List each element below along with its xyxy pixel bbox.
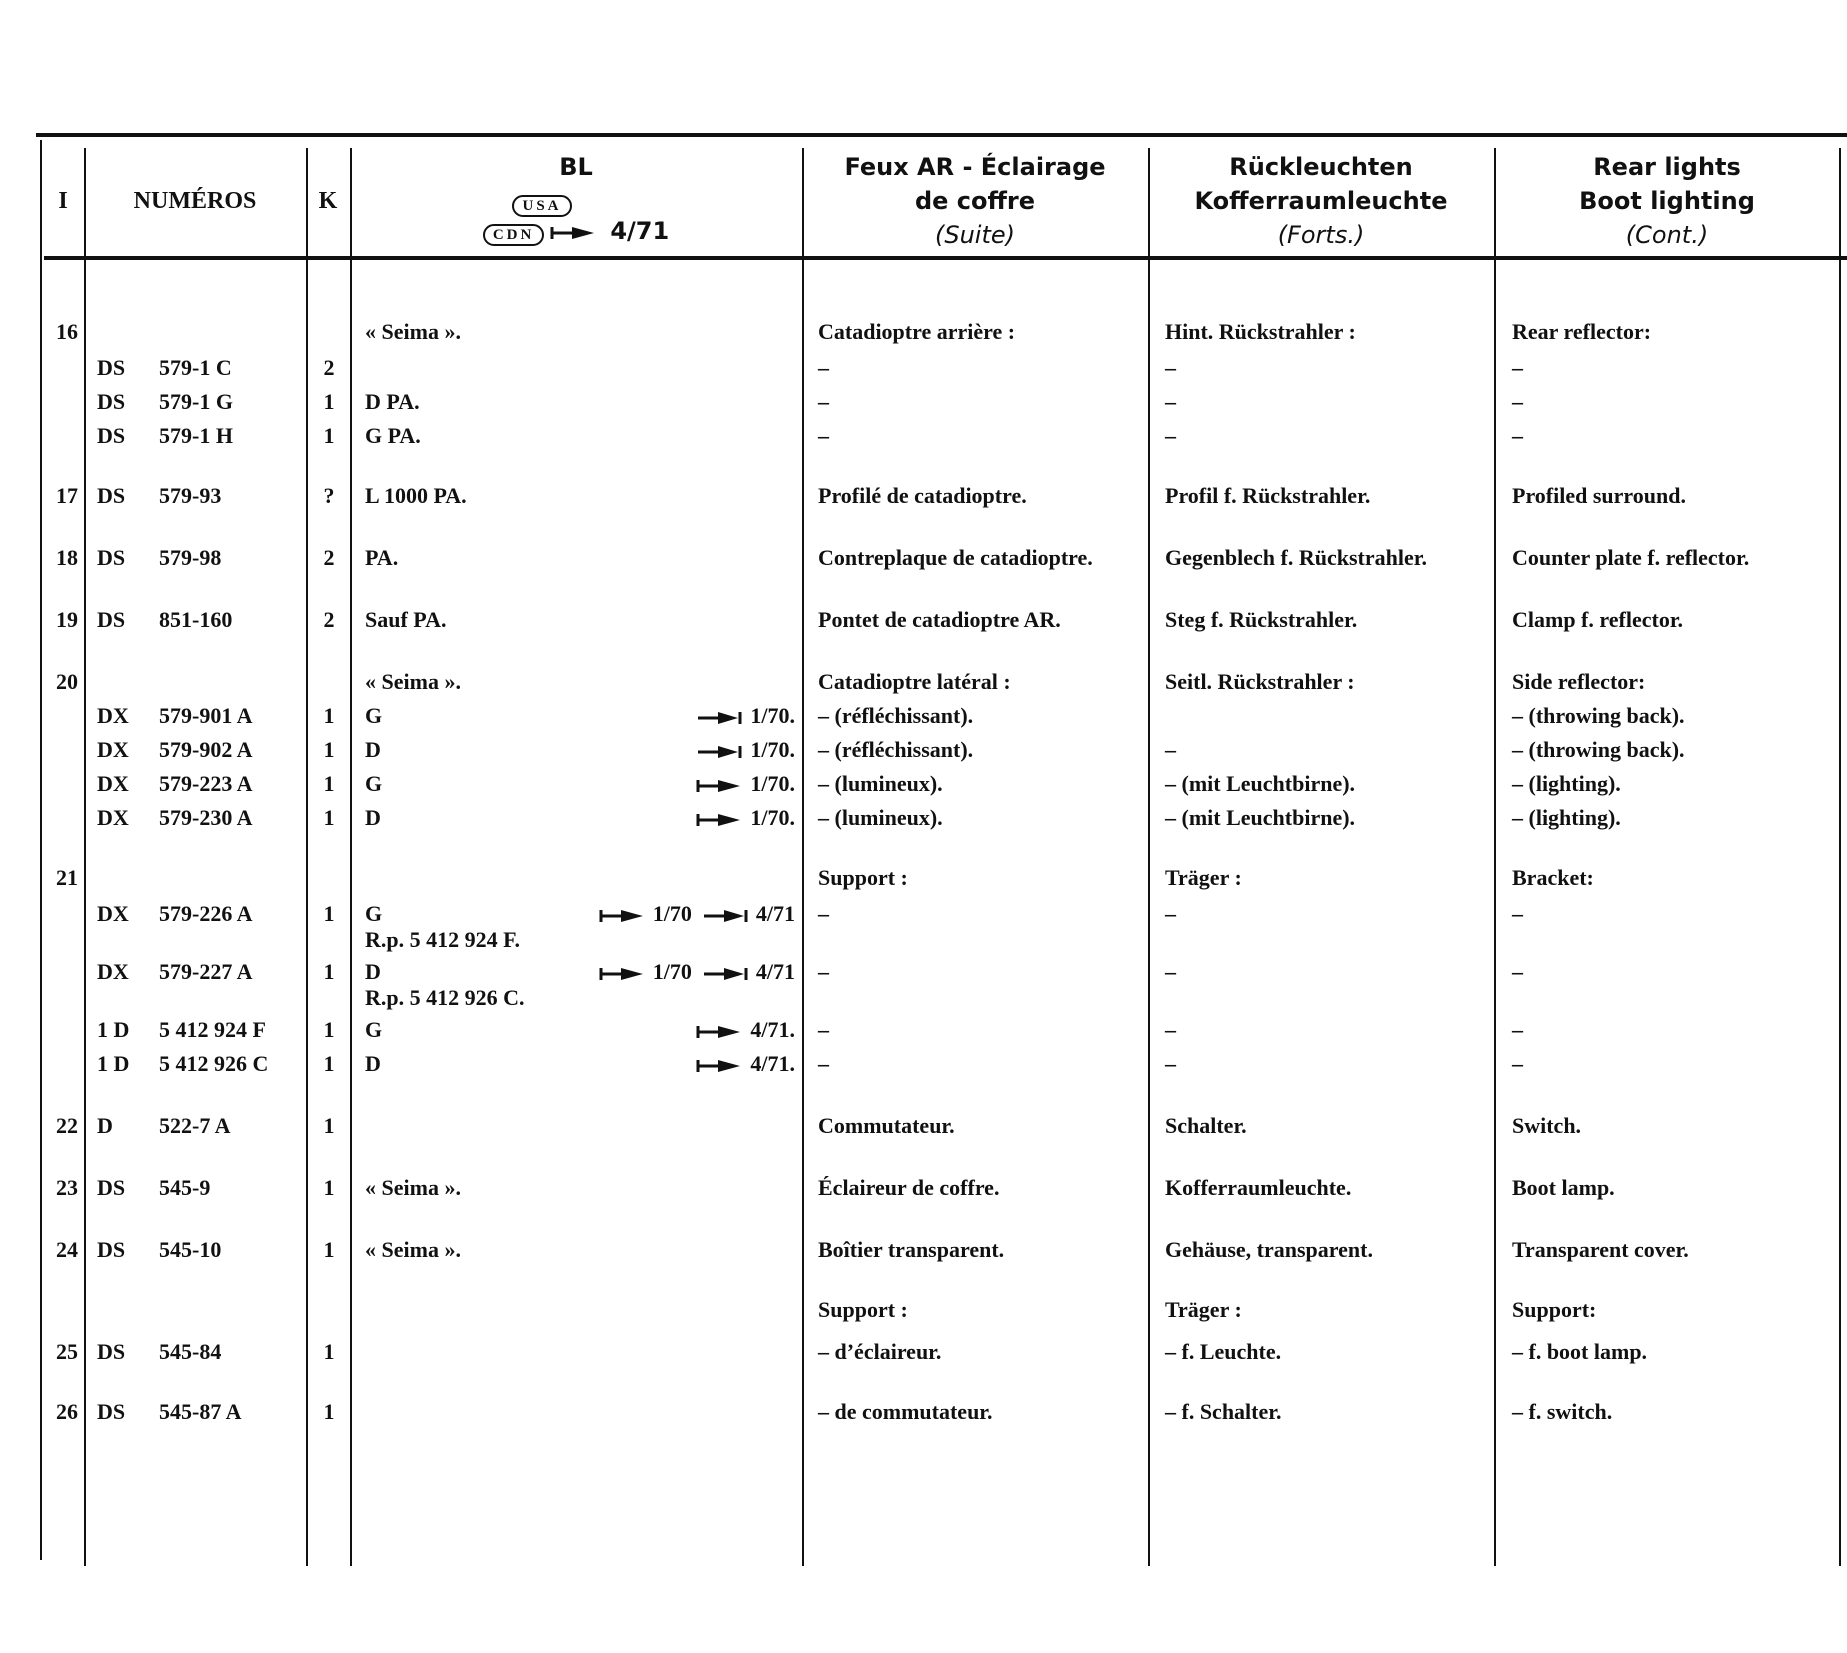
part-number: 579-226 A <box>159 901 253 926</box>
part-number: 579-98 <box>159 545 222 570</box>
validity-date <box>560 1018 795 1042</box>
header-cdn-line <box>352 214 800 249</box>
description-en: – <box>1512 959 1523 984</box>
description-fr: – (lumineux). <box>818 771 943 796</box>
quantity: 1 <box>323 1175 335 1200</box>
bl-remark: L 1000 PA. <box>365 483 467 508</box>
header-en-line1: Rear lights <box>1593 153 1741 181</box>
item-index: 22 <box>56 1113 78 1138</box>
part-number: 545-84 <box>159 1339 222 1364</box>
part-prefix: D <box>97 1113 113 1138</box>
description-fr: – <box>818 1017 829 1042</box>
description-de: – (mit Leuchtbirne). <box>1165 771 1356 796</box>
validity-date <box>560 1052 795 1076</box>
description-fr: Support : <box>818 865 908 890</box>
bl-remark: D PA. <box>365 389 420 414</box>
from-date-arrow-icon <box>599 966 645 982</box>
bl-remark: PA. <box>365 545 399 570</box>
column-divider <box>802 148 804 1566</box>
description-de: Kofferraumleuchte. <box>1165 1175 1352 1200</box>
part-prefix: DX <box>97 703 129 728</box>
item-index: 25 <box>56 1339 78 1364</box>
bl-remark: D <box>365 805 381 830</box>
part-prefix: DS <box>97 1237 126 1262</box>
description-fr: – <box>818 389 829 414</box>
description-en: – <box>1512 355 1523 380</box>
date-value: 1/70. <box>750 703 795 728</box>
header-en-note: (Cont.) <box>1625 221 1709 249</box>
part-number: 579-1 C <box>159 355 232 380</box>
description-de: – <box>1165 1051 1176 1076</box>
description-de: Profil f. Rückstrahler. <box>1165 483 1371 508</box>
description-de: – (mit Leuchtbirne). <box>1165 805 1356 830</box>
part-prefix: DX <box>97 805 129 830</box>
header-fr-line2: de coffre <box>914 187 1036 215</box>
bl-remark: Sauf PA. <box>365 607 447 632</box>
bl-remark-replacement: R.p. 5 412 924 F. <box>365 927 521 952</box>
top-rule <box>36 133 1847 137</box>
part-number: 545-87 A <box>159 1399 242 1424</box>
description-de: Gegenblech f. Rückstrahler. <box>1165 545 1427 570</box>
part-prefix: DS <box>97 1399 126 1424</box>
column-divider <box>84 148 86 1566</box>
description-de: – f. Schalter. <box>1165 1399 1282 1424</box>
validity-date <box>560 738 795 762</box>
part-number: 579-227 A <box>159 959 253 984</box>
date-value: 1/70. <box>750 737 795 762</box>
quantity: 2 <box>323 355 335 380</box>
from-date-arrow-icon <box>696 1058 742 1074</box>
item-index: 18 <box>56 545 78 570</box>
quantity: 1 <box>323 771 335 796</box>
description-fr: Contreplaque de catadioptre. <box>818 545 1093 570</box>
date-value: 4/71 <box>755 901 795 926</box>
bl-remark: « Seima ». <box>365 669 461 694</box>
description-en: Profiled surround. <box>1512 483 1686 508</box>
from-date-arrow-icon <box>696 778 742 794</box>
part-prefix: DS <box>97 545 126 570</box>
header-col-numeros: NUMÉROS <box>133 188 257 214</box>
header-de-note: (Forts.) <box>1277 221 1365 249</box>
description-en: – <box>1512 389 1523 414</box>
description-en: Clamp f. reflector. <box>1512 607 1684 632</box>
part-prefix: DS <box>97 389 126 414</box>
description-de: – <box>1165 389 1176 414</box>
header-fr-line3 <box>804 218 1146 253</box>
description-en: Switch. <box>1512 1113 1582 1138</box>
usa-badge: USA <box>512 195 571 217</box>
part-number: 545-9 <box>159 1175 211 1200</box>
item-index: 24 <box>56 1237 78 1262</box>
part-number: 579-93 <box>159 483 222 508</box>
description-de: Seitl. Rückstrahler : <box>1165 669 1355 694</box>
bl-remark: D <box>365 1051 381 1076</box>
part-prefix: DS <box>97 355 126 380</box>
quantity: 1 <box>323 1339 335 1364</box>
description-en: Counter plate f. reflector. <box>1512 545 1750 570</box>
column-divider <box>306 148 308 1566</box>
validity-date <box>560 902 795 926</box>
part-number: 545-10 <box>159 1237 222 1262</box>
part-number: 579-1 H <box>159 423 233 448</box>
description-fr: Profilé de catadioptre. <box>818 483 1027 508</box>
date-value: 4/71. <box>750 1051 795 1076</box>
date-value: 1/70. <box>750 771 795 796</box>
part-prefix: 1 D <box>97 1051 130 1076</box>
part-number: 5 412 926 C <box>159 1051 269 1076</box>
description-en: – f. switch. <box>1512 1399 1613 1424</box>
description-en: Side reflector: <box>1512 669 1646 694</box>
header-bl-title: BL <box>559 153 593 181</box>
quantity: 2 <box>323 545 335 570</box>
bl-remark-replacement: R.p. 5 412 926 C. <box>365 985 525 1010</box>
bl-remark: G <box>365 771 383 796</box>
description-fr: – d’éclaireur. <box>818 1339 942 1364</box>
description-fr: Catadioptre latéral : <box>818 669 1011 694</box>
description-en: Boot lamp. <box>1512 1175 1615 1200</box>
column-divider <box>1148 148 1150 1566</box>
description-fr: – (lumineux). <box>818 805 943 830</box>
from-date-arrow-icon <box>696 812 742 828</box>
bl-remark: G <box>365 1017 383 1042</box>
header-de-line1: Rückleuchten <box>1229 153 1413 181</box>
until-date-arrow-icon <box>696 744 742 760</box>
part-prefix: DX <box>97 959 129 984</box>
description-en: – <box>1512 1017 1523 1042</box>
cdn-badge: CDN <box>483 224 545 246</box>
description-en: – <box>1512 1051 1523 1076</box>
quantity: 1 <box>323 1237 335 1262</box>
description-de: Gehäuse, transparent. <box>1165 1237 1373 1262</box>
description-en: Rear reflector: <box>1512 319 1652 344</box>
from-date-arrow-icon <box>696 1024 742 1040</box>
bl-remark: G PA. <box>365 423 421 448</box>
description-de: – <box>1165 355 1176 380</box>
description-de: – <box>1165 737 1176 762</box>
from-date-arrow-icon <box>550 225 596 241</box>
description-fr: – de commutateur. <box>818 1399 993 1424</box>
validity-date <box>560 806 795 830</box>
part-prefix: DS <box>97 1339 126 1364</box>
part-number: 579-902 A <box>159 737 253 762</box>
header-en-line3 <box>1496 218 1838 253</box>
item-index: 19 <box>56 607 78 632</box>
date-value: 1/70. <box>750 805 795 830</box>
quantity: 1 <box>323 1017 335 1042</box>
description-fr: – <box>818 901 829 926</box>
quantity: 1 <box>323 737 335 762</box>
date-from: 1/70 <box>652 959 692 984</box>
description-de: Schalter. <box>1165 1113 1247 1138</box>
quantity: 1 <box>323 389 335 414</box>
quantity: 1 <box>323 959 335 984</box>
part-prefix: 1 D <box>97 1017 130 1042</box>
part-number: 522-7 A <box>159 1113 231 1138</box>
description-fr: – <box>818 1051 829 1076</box>
part-number: 851-160 <box>159 607 233 632</box>
part-prefix: DS <box>97 423 126 448</box>
column-divider <box>1839 148 1841 1566</box>
quantity: 1 <box>323 1051 335 1076</box>
header-fr-note: (Suite) <box>934 221 1015 249</box>
description-fr: Boîtier transparent. <box>818 1237 1005 1262</box>
bl-remark: D <box>365 959 381 984</box>
description-fr: – <box>818 959 829 984</box>
description-fr: Pontet de catadioptre AR. <box>818 607 1061 632</box>
description-de: – <box>1165 901 1176 926</box>
header-bottom-rule <box>44 256 1847 260</box>
part-prefix: DS <box>97 483 126 508</box>
validity-date <box>560 772 795 796</box>
quantity: 1 <box>323 703 335 728</box>
bl-remark: « Seima ». <box>365 319 461 344</box>
header-col-k: K <box>318 188 338 214</box>
item-index: 21 <box>56 865 78 890</box>
header-fr-line1: Feux AR - Éclairage <box>844 153 1106 181</box>
description-de: – <box>1165 423 1176 448</box>
quantity: 2 <box>323 607 335 632</box>
validity-date <box>560 704 795 728</box>
header-de-line2: Kofferraumleuchte <box>1194 187 1448 215</box>
part-number: 5 412 924 F <box>159 1017 266 1042</box>
quantity: 1 <box>323 901 335 926</box>
description-en: Transparent cover. <box>1512 1237 1689 1262</box>
description-en: – (throwing back). <box>1512 737 1685 762</box>
item-index: 26 <box>56 1399 78 1424</box>
part-number: 579-1 G <box>159 389 233 414</box>
part-number: 579-230 A <box>159 805 253 830</box>
description-de: Träger : <box>1165 865 1242 890</box>
description-en: – f. boot lamp. <box>1512 1339 1648 1364</box>
description-fr: – (réfléchissant). <box>818 737 974 762</box>
description-en: Support: <box>1512 1297 1597 1322</box>
description-fr: Catadioptre arrière : <box>818 319 1016 344</box>
until-date-arrow-icon <box>702 966 748 982</box>
header-de-line3 <box>1150 218 1492 253</box>
quantity: 1 <box>323 1113 335 1138</box>
description-fr: Commutateur. <box>818 1113 955 1138</box>
until-date-arrow-icon <box>702 908 748 924</box>
description-en: – <box>1512 901 1523 926</box>
bl-remark: D <box>365 737 381 762</box>
header-col-i: I <box>58 188 68 214</box>
description-en: – <box>1512 423 1523 448</box>
item-index: 20 <box>56 669 78 694</box>
description-en: Bracket: <box>1512 865 1594 890</box>
header-en-line2: Boot lighting <box>1579 187 1755 215</box>
part-prefix: DX <box>97 901 129 926</box>
quantity: 1 <box>323 423 335 448</box>
date-value: 4/71. <box>750 1017 795 1042</box>
description-de: – <box>1165 1017 1176 1042</box>
item-index: 23 <box>56 1175 78 1200</box>
bl-remark: « Seima ». <box>365 1175 461 1200</box>
description-fr: – (réfléchissant). <box>818 703 974 728</box>
quantity: 1 <box>323 1399 335 1424</box>
description-fr: – <box>818 423 829 448</box>
part-prefix: DS <box>97 1175 126 1200</box>
bl-remark: G <box>365 703 383 728</box>
from-date-arrow-icon <box>599 908 645 924</box>
description-de: – f. Leuchte. <box>1165 1339 1282 1364</box>
bl-remark: G <box>365 901 383 926</box>
quantity: ? <box>323 483 335 508</box>
description-de: Steg f. Rückstrahler. <box>1165 607 1358 632</box>
bl-remark: « Seima ». <box>365 1237 461 1262</box>
description-de: Hint. Rückstrahler : <box>1165 319 1356 344</box>
part-prefix: DX <box>97 771 129 796</box>
description-fr: – <box>818 355 829 380</box>
description-en: – (throwing back). <box>1512 703 1685 728</box>
until-date-arrow-icon <box>696 710 742 726</box>
item-index: 17 <box>56 483 78 508</box>
date-value: 4/71 <box>755 959 795 984</box>
description-fr: Support : <box>818 1297 908 1322</box>
part-number: 579-223 A <box>159 771 253 796</box>
date-from: 1/70 <box>652 901 692 926</box>
column-divider <box>350 148 352 1566</box>
quantity: 1 <box>323 805 335 830</box>
item-index: 16 <box>56 319 78 344</box>
column-divider <box>1494 148 1496 1566</box>
validity-date <box>560 960 795 984</box>
description-en: – (lighting). <box>1512 805 1621 830</box>
part-prefix: DS <box>97 607 126 632</box>
description-en: – (lighting). <box>1512 771 1621 796</box>
part-number: 579-901 A <box>159 703 253 728</box>
cdn-date: 4/71 <box>610 217 670 245</box>
description-de: – <box>1165 959 1176 984</box>
description-de: Träger : <box>1165 1297 1242 1322</box>
description-fr: Éclaireur de coffre. <box>818 1175 1000 1200</box>
part-prefix: DX <box>97 737 129 762</box>
